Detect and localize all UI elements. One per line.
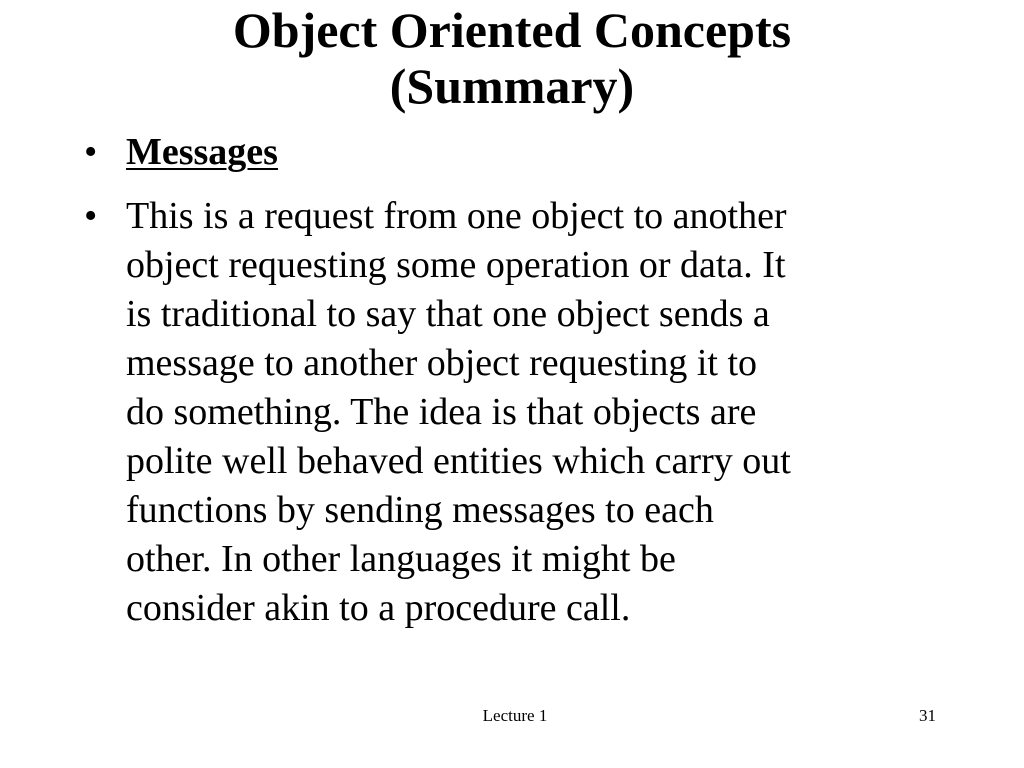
bullet-list	[84, 128, 964, 633]
bullet-item-description	[84, 192, 964, 633]
bullet-body-text: This is a request from one object to another object requesting some operation or data. It is traditional to say that one object sends a message to another object requesting it to do something. The idea is that objects are polite well behaved entities which carry out functions by sending messages to each other. In other languages it might be consider akin to a procedure call.	[126, 195, 791, 629]
footer-lecture-label: Lecture 1	[482, 706, 548, 725]
title-line-1: Object Oriented Concepts	[232, 2, 792, 58]
footer-page-number: 31	[919, 706, 936, 725]
bullet-item-messages	[84, 128, 964, 177]
title-line-2: (Summary)	[389, 58, 635, 114]
bullet-icon: •	[84, 195, 98, 237]
slide-title	[0, 2, 1024, 114]
bullet-icon: •	[84, 131, 98, 173]
bullet-heading: Messages	[126, 131, 278, 173]
